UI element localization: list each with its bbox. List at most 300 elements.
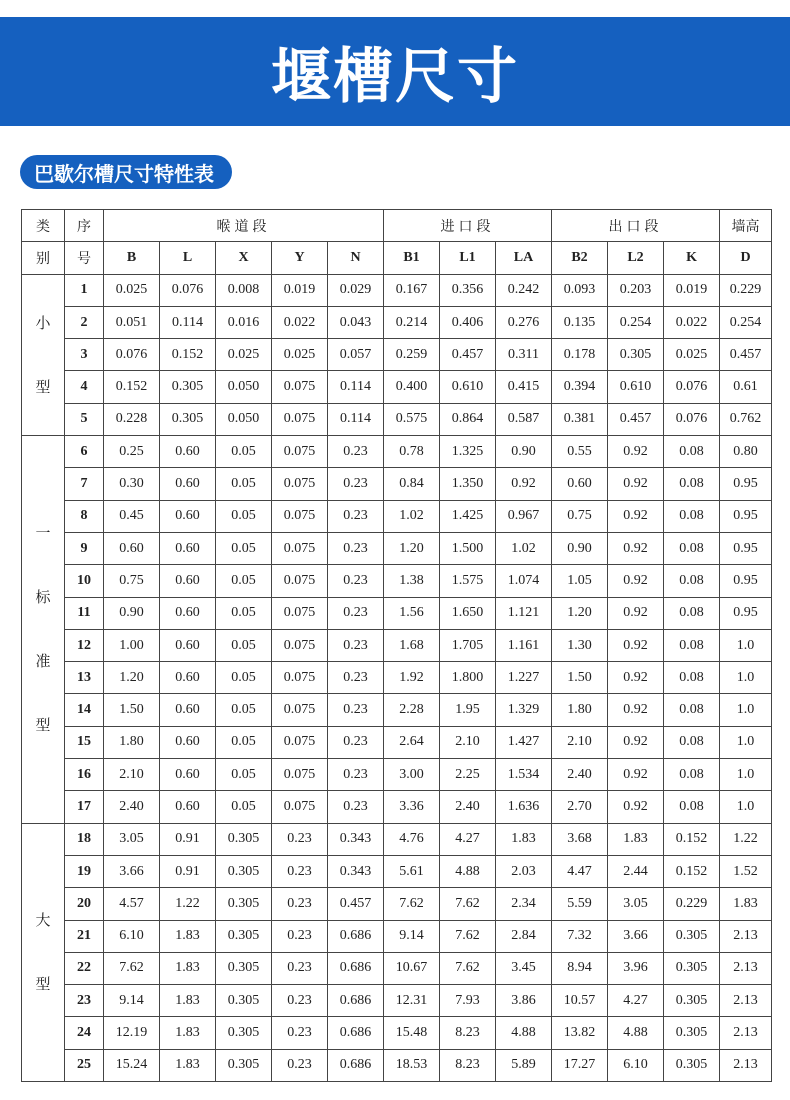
row-index: 25: [65, 1049, 104, 1081]
cell-l1: 1.325: [440, 436, 496, 468]
row-index: 15: [65, 726, 104, 758]
cell-b1: 1.56: [384, 597, 440, 629]
cell-b2: 0.55: [552, 436, 608, 468]
row-index: 18: [65, 823, 104, 855]
cell-x: 0.05: [216, 694, 272, 726]
row-index: 8: [65, 500, 104, 532]
cell-b1: 0.259: [384, 339, 440, 371]
cell-y: 0.23: [272, 888, 328, 920]
cell-x: 0.305: [216, 1049, 272, 1081]
row-index: 12: [65, 629, 104, 661]
cell-l1: 7.93: [440, 985, 496, 1017]
cell-x: 0.05: [216, 759, 272, 791]
cell-y: 0.23: [272, 855, 328, 887]
cell-k: 0.305: [664, 952, 720, 984]
cell-k: 0.305: [664, 920, 720, 952]
table-row: [22, 759, 772, 791]
cell-la: 0.967: [496, 500, 552, 532]
cell-l: 0.305: [160, 403, 216, 435]
cell-b: 3.05: [104, 823, 160, 855]
cell-l2: 0.92: [608, 726, 664, 758]
cell-la: 1.161: [496, 629, 552, 661]
cell-d: 1.0: [720, 629, 772, 661]
cell-k: 0.08: [664, 532, 720, 564]
cell-la: 1.329: [496, 694, 552, 726]
cell-l2: 2.44: [608, 855, 664, 887]
cell-y: 0.075: [272, 371, 328, 403]
cell-l1: 0.864: [440, 403, 496, 435]
table-row: [22, 985, 772, 1017]
cell-l1: 8.23: [440, 1017, 496, 1049]
cell-d: 0.229: [720, 274, 772, 306]
cell-n: 0.23: [328, 759, 384, 791]
group-throat: 喉道段: [104, 210, 384, 242]
table-row: [22, 629, 772, 661]
cell-n: 0.23: [328, 694, 384, 726]
cell-b2: 0.394: [552, 371, 608, 403]
cell-l1: 1.705: [440, 629, 496, 661]
cell-b1: 1.38: [384, 565, 440, 597]
cell-l: 1.83: [160, 1017, 216, 1049]
cell-n: 0.457: [328, 888, 384, 920]
cell-y: 0.075: [272, 629, 328, 661]
parshall-flume-table: [21, 209, 772, 1082]
column-header-b2: B2: [552, 242, 608, 274]
table-row: [22, 565, 772, 597]
cell-l2: 4.27: [608, 985, 664, 1017]
cell-x: 0.05: [216, 468, 272, 500]
cell-n: 0.114: [328, 403, 384, 435]
group-outlet: 出口段: [552, 210, 720, 242]
cell-b2: 7.32: [552, 920, 608, 952]
cell-la: 1.121: [496, 597, 552, 629]
cell-l: 0.114: [160, 306, 216, 338]
cell-b2: 0.093: [552, 274, 608, 306]
cell-l: 0.076: [160, 274, 216, 306]
cell-l2: 6.10: [608, 1049, 664, 1081]
cell-l: 0.152: [160, 339, 216, 371]
cell-l1: 1.425: [440, 500, 496, 532]
cell-l2: 0.92: [608, 500, 664, 532]
cell-b1: 1.20: [384, 532, 440, 564]
cell-n: 0.23: [328, 662, 384, 694]
cell-l: 0.91: [160, 823, 216, 855]
cell-k: 0.08: [664, 500, 720, 532]
cell-b2: 8.94: [552, 952, 608, 984]
cell-y: 0.022: [272, 306, 328, 338]
cell-b: 1.80: [104, 726, 160, 758]
cell-b: 9.14: [104, 985, 160, 1017]
cell-l1: 8.23: [440, 1049, 496, 1081]
cell-b1: 0.167: [384, 274, 440, 306]
title-banner: [0, 17, 790, 126]
cell-b1: 1.02: [384, 500, 440, 532]
cell-l: 0.60: [160, 629, 216, 661]
cell-b: 0.60: [104, 532, 160, 564]
cell-b: 15.24: [104, 1049, 160, 1081]
cell-k: 0.08: [664, 629, 720, 661]
cell-b1: 10.67: [384, 952, 440, 984]
row-index: 22: [65, 952, 104, 984]
cell-b1: 0.84: [384, 468, 440, 500]
cell-b2: 5.59: [552, 888, 608, 920]
cell-b: 0.228: [104, 403, 160, 435]
cell-l2: 0.92: [608, 565, 664, 597]
cell-x: 0.305: [216, 920, 272, 952]
cell-l2: 1.83: [608, 823, 664, 855]
cell-b1: 0.400: [384, 371, 440, 403]
cell-x: 0.05: [216, 565, 272, 597]
cell-b2: 13.82: [552, 1017, 608, 1049]
row-index: 23: [65, 985, 104, 1017]
cell-la: 4.88: [496, 1017, 552, 1049]
cell-d: 1.0: [720, 726, 772, 758]
cell-b: 1.50: [104, 694, 160, 726]
cell-l2: 0.92: [608, 694, 664, 726]
column-header-l1: L1: [440, 242, 496, 274]
cell-la: 0.90: [496, 436, 552, 468]
cell-d: 1.0: [720, 662, 772, 694]
row-index: 1: [65, 274, 104, 306]
cell-d: 1.0: [720, 694, 772, 726]
cell-k: 0.025: [664, 339, 720, 371]
cell-x: 0.05: [216, 726, 272, 758]
header-category-bottom: 别: [22, 242, 65, 274]
column-header-y: Y: [272, 242, 328, 274]
cell-b: 3.66: [104, 855, 160, 887]
cell-y: 0.075: [272, 403, 328, 435]
cell-b2: 0.75: [552, 500, 608, 532]
table-row: [22, 726, 772, 758]
cell-b: 0.076: [104, 339, 160, 371]
table-row: [22, 855, 772, 887]
cell-n: 0.057: [328, 339, 384, 371]
cell-y: 0.019: [272, 274, 328, 306]
cell-l1: 4.88: [440, 855, 496, 887]
cell-la: 0.587: [496, 403, 552, 435]
cell-la: 1.427: [496, 726, 552, 758]
cell-l: 0.60: [160, 662, 216, 694]
cell-l2: 3.05: [608, 888, 664, 920]
cell-k: 0.305: [664, 1017, 720, 1049]
cell-la: 1.02: [496, 532, 552, 564]
cell-n: 0.23: [328, 791, 384, 823]
cell-l2: 0.203: [608, 274, 664, 306]
cell-d: 2.13: [720, 920, 772, 952]
cell-k: 0.305: [664, 985, 720, 1017]
table-row: [22, 468, 772, 500]
cell-l2: 0.610: [608, 371, 664, 403]
cell-l: 0.60: [160, 565, 216, 597]
cell-l1: 0.610: [440, 371, 496, 403]
cell-l2: 0.254: [608, 306, 664, 338]
cell-l2: 0.92: [608, 662, 664, 694]
cell-k: 0.08: [664, 597, 720, 629]
cell-n: 0.23: [328, 565, 384, 597]
cell-d: 0.95: [720, 532, 772, 564]
page-title: 堰槽尺寸: [271, 41, 519, 112]
cell-b1: 4.76: [384, 823, 440, 855]
cell-y: 0.075: [272, 468, 328, 500]
cell-x: 0.05: [216, 791, 272, 823]
table-row: [22, 532, 772, 564]
table-row: [22, 306, 772, 338]
cell-b1: 3.36: [384, 791, 440, 823]
cell-l: 1.22: [160, 888, 216, 920]
cell-d: 0.95: [720, 597, 772, 629]
cell-b: 6.10: [104, 920, 160, 952]
row-index: 24: [65, 1017, 104, 1049]
cell-l1: 7.62: [440, 920, 496, 952]
table-body: [22, 274, 772, 1081]
cell-l: 0.91: [160, 855, 216, 887]
cell-b1: 1.68: [384, 629, 440, 661]
cell-d: 2.13: [720, 985, 772, 1017]
cell-b: 0.90: [104, 597, 160, 629]
cell-l1: 2.40: [440, 791, 496, 823]
cell-b2: 3.68: [552, 823, 608, 855]
cell-b1: 15.48: [384, 1017, 440, 1049]
cell-b: 2.10: [104, 759, 160, 791]
group-inlet: 进口段: [384, 210, 552, 242]
row-index: 14: [65, 694, 104, 726]
cell-b2: 1.05: [552, 565, 608, 597]
cell-l1: 7.62: [440, 952, 496, 984]
cell-la: 2.34: [496, 888, 552, 920]
cell-x: 0.025: [216, 339, 272, 371]
cell-d: 1.0: [720, 759, 772, 791]
cell-l: 0.60: [160, 694, 216, 726]
cell-b2: 2.70: [552, 791, 608, 823]
cell-x: 0.305: [216, 952, 272, 984]
cell-y: 0.075: [272, 565, 328, 597]
cell-k: 0.08: [664, 694, 720, 726]
cell-b2: 0.135: [552, 306, 608, 338]
cell-l1: 1.500: [440, 532, 496, 564]
cell-b: 0.152: [104, 371, 160, 403]
cell-l2: 0.92: [608, 791, 664, 823]
cell-la: 2.84: [496, 920, 552, 952]
cell-x: 0.05: [216, 662, 272, 694]
row-index: 7: [65, 468, 104, 500]
table-row: [22, 952, 772, 984]
category-cell: [22, 274, 65, 435]
cell-l: 0.60: [160, 436, 216, 468]
table-row: [22, 888, 772, 920]
cell-l1: 1.95: [440, 694, 496, 726]
cell-k: 0.08: [664, 468, 720, 500]
cell-la: 0.415: [496, 371, 552, 403]
cell-l1: 2.10: [440, 726, 496, 758]
cell-x: 0.05: [216, 629, 272, 661]
cell-y: 0.075: [272, 597, 328, 629]
column-header-b: B: [104, 242, 160, 274]
column-header-la: LA: [496, 242, 552, 274]
cell-b: 4.57: [104, 888, 160, 920]
cell-b1: 5.61: [384, 855, 440, 887]
cell-b: 0.051: [104, 306, 160, 338]
cell-n: 0.23: [328, 500, 384, 532]
cell-b: 0.025: [104, 274, 160, 306]
cell-k: 0.229: [664, 888, 720, 920]
cell-l2: 4.88: [608, 1017, 664, 1049]
cell-l1: 4.27: [440, 823, 496, 855]
cell-b2: 1.50: [552, 662, 608, 694]
cell-la: 0.242: [496, 274, 552, 306]
cell-la: 1.636: [496, 791, 552, 823]
cell-d: 0.95: [720, 565, 772, 597]
cell-la: 0.311: [496, 339, 552, 371]
cell-l: 0.60: [160, 597, 216, 629]
column-header-d: D: [720, 242, 772, 274]
cell-l: 0.60: [160, 468, 216, 500]
cell-b2: 1.30: [552, 629, 608, 661]
category-cell: [22, 436, 65, 824]
cell-d: 0.95: [720, 468, 772, 500]
cell-x: 0.305: [216, 1017, 272, 1049]
cell-la: 3.45: [496, 952, 552, 984]
cell-b: 7.62: [104, 952, 160, 984]
cell-l: 0.60: [160, 500, 216, 532]
cell-k: 0.08: [664, 565, 720, 597]
cell-b1: 9.14: [384, 920, 440, 952]
row-index: 10: [65, 565, 104, 597]
cell-y: 0.23: [272, 920, 328, 952]
header-index-top: 序: [65, 210, 104, 242]
cell-n: 0.23: [328, 532, 384, 564]
cell-l: 0.305: [160, 371, 216, 403]
cell-k: 0.305: [664, 1049, 720, 1081]
cell-b1: 7.62: [384, 888, 440, 920]
cell-l1: 0.457: [440, 339, 496, 371]
cell-n: 0.23: [328, 629, 384, 661]
cell-k: 0.076: [664, 403, 720, 435]
table-row: [22, 339, 772, 371]
cell-x: 0.050: [216, 403, 272, 435]
cell-l: 0.60: [160, 791, 216, 823]
cell-b1: 2.28: [384, 694, 440, 726]
cell-n: 0.23: [328, 726, 384, 758]
cell-k: 0.019: [664, 274, 720, 306]
row-index: 13: [65, 662, 104, 694]
row-index: 17: [65, 791, 104, 823]
cell-n: 0.23: [328, 597, 384, 629]
cell-b: 1.20: [104, 662, 160, 694]
cell-x: 0.05: [216, 597, 272, 629]
cell-d: 2.13: [720, 1049, 772, 1081]
cell-k: 0.022: [664, 306, 720, 338]
cell-x: 0.05: [216, 532, 272, 564]
cell-n: 0.686: [328, 952, 384, 984]
cell-b2: 1.80: [552, 694, 608, 726]
cell-l1: 2.25: [440, 759, 496, 791]
cell-b2: 1.20: [552, 597, 608, 629]
table-row: [22, 500, 772, 532]
cell-n: 0.686: [328, 985, 384, 1017]
cell-k: 0.08: [664, 791, 720, 823]
table-row: [22, 920, 772, 952]
cell-x: 0.016: [216, 306, 272, 338]
cell-k: 0.08: [664, 759, 720, 791]
cell-la: 1.074: [496, 565, 552, 597]
cell-y: 0.23: [272, 1017, 328, 1049]
cell-l: 0.60: [160, 759, 216, 791]
cell-l2: 0.92: [608, 597, 664, 629]
category-char: 小: [35, 313, 51, 332]
cell-n: 0.686: [328, 1017, 384, 1049]
column-header-k: K: [664, 242, 720, 274]
cell-d: 0.254: [720, 306, 772, 338]
cell-b1: 0.78: [384, 436, 440, 468]
cell-l1: 1.800: [440, 662, 496, 694]
row-index: 19: [65, 855, 104, 887]
cell-n: 0.686: [328, 1049, 384, 1081]
cell-d: 0.61: [720, 371, 772, 403]
header-category-top: 类: [22, 210, 65, 242]
category-char: 一: [35, 524, 51, 543]
cell-l: 1.83: [160, 985, 216, 1017]
cell-y: 0.075: [272, 436, 328, 468]
cell-l: 0.60: [160, 726, 216, 758]
category-char: 型: [35, 377, 51, 396]
cell-y: 0.075: [272, 791, 328, 823]
cell-la: 1.83: [496, 823, 552, 855]
cell-k: 0.152: [664, 823, 720, 855]
cell-x: 0.305: [216, 888, 272, 920]
table-row: [22, 791, 772, 823]
cell-l2: 0.457: [608, 403, 664, 435]
cell-d: 1.83: [720, 888, 772, 920]
table-row: [22, 597, 772, 629]
cell-y: 0.23: [272, 952, 328, 984]
column-header-l2: L2: [608, 242, 664, 274]
cell-la: 0.92: [496, 468, 552, 500]
cell-n: 0.686: [328, 920, 384, 952]
cell-la: 1.534: [496, 759, 552, 791]
cell-l1: 1.575: [440, 565, 496, 597]
cell-x: 0.05: [216, 436, 272, 468]
cell-la: 3.86: [496, 985, 552, 1017]
cell-b2: 17.27: [552, 1049, 608, 1081]
cell-b: 2.40: [104, 791, 160, 823]
column-header-n: N: [328, 242, 384, 274]
cell-b: 0.45: [104, 500, 160, 532]
cell-y: 0.075: [272, 532, 328, 564]
cell-l2: 0.92: [608, 629, 664, 661]
cell-l2: 3.96: [608, 952, 664, 984]
cell-y: 0.075: [272, 759, 328, 791]
cell-l2: 0.305: [608, 339, 664, 371]
table-row: [22, 371, 772, 403]
cell-b2: 4.47: [552, 855, 608, 887]
category-char: 型: [35, 975, 51, 994]
row-index: 4: [65, 371, 104, 403]
cell-y: 0.23: [272, 823, 328, 855]
cell-d: 0.762: [720, 403, 772, 435]
cell-d: 1.0: [720, 791, 772, 823]
row-index: 2: [65, 306, 104, 338]
cell-b2: 2.10: [552, 726, 608, 758]
cell-l2: 0.92: [608, 436, 664, 468]
table-row: [22, 662, 772, 694]
cell-y: 0.23: [272, 985, 328, 1017]
cell-l1: 1.350: [440, 468, 496, 500]
cell-la: 1.227: [496, 662, 552, 694]
table-row: [22, 823, 772, 855]
table-row: [22, 274, 772, 306]
category-char: 型: [35, 716, 51, 735]
cell-x: 0.05: [216, 500, 272, 532]
